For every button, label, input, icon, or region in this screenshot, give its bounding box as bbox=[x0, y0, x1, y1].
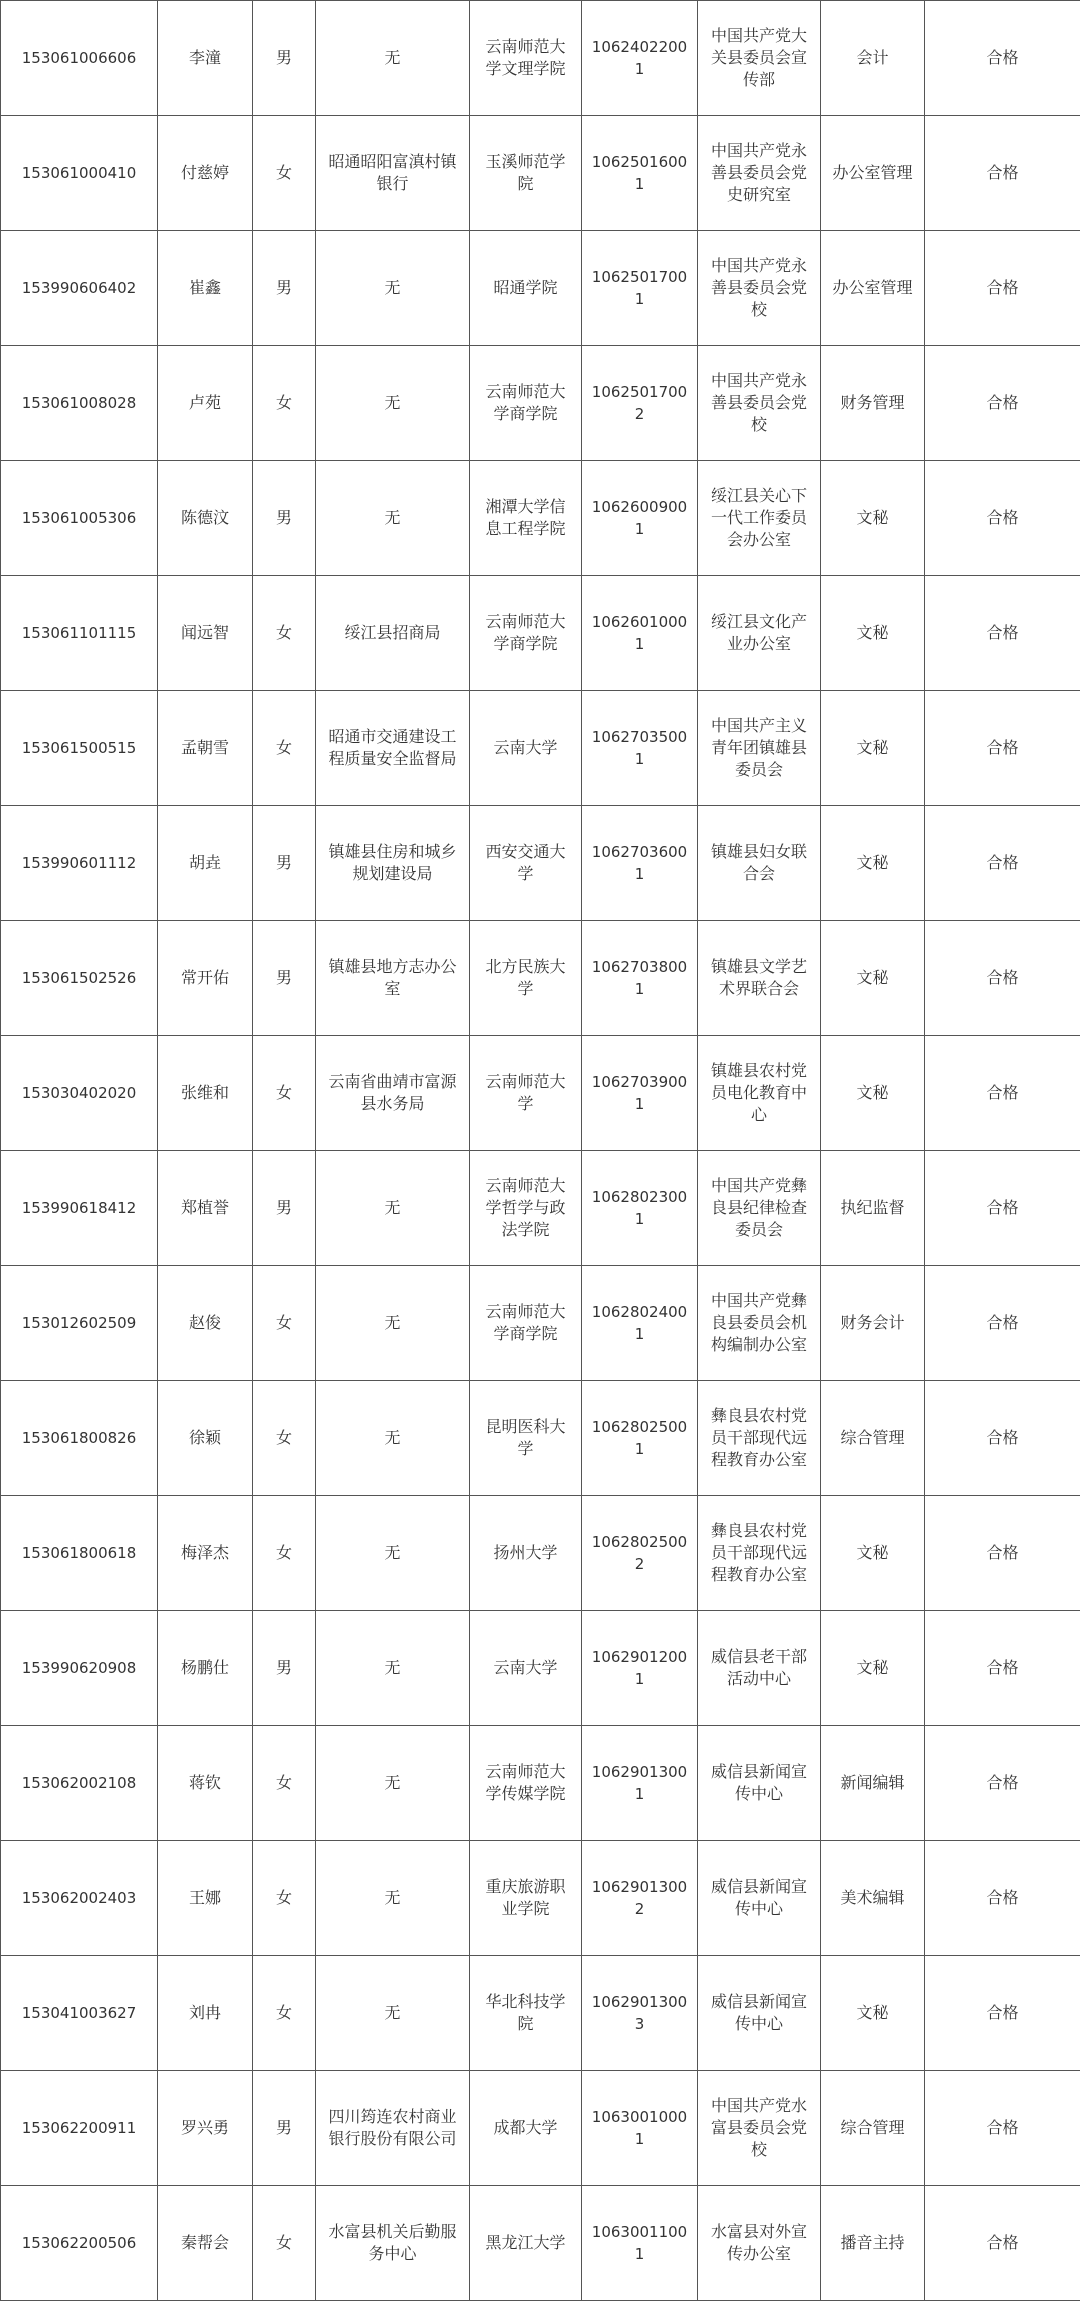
position-code-cell: 10625017002 bbox=[582, 346, 698, 461]
result-cell: 合格 bbox=[925, 1496, 1080, 1611]
employer-cell: 绥江县招商局 bbox=[316, 576, 470, 691]
gender-cell: 女 bbox=[253, 691, 316, 806]
name-cell: 孟朝雪 bbox=[158, 691, 253, 806]
school-cell: 昭通学院 bbox=[470, 231, 582, 346]
position-cell: 文秘 bbox=[821, 576, 925, 691]
table-row bbox=[1, 1956, 1080, 2071]
candidate-id-cell: 153061500515 bbox=[1, 691, 158, 806]
table-row bbox=[1, 116, 1080, 231]
employer-cell: 水富县机关后勤服务中心 bbox=[316, 2186, 470, 2301]
hiring-unit-cell: 中国共产主义青年团镇雄县委员会 bbox=[698, 691, 821, 806]
position-cell: 文秘 bbox=[821, 1956, 925, 2071]
hiring-unit-cell: 中国共产党水富县委员会党校 bbox=[698, 2071, 821, 2186]
result-cell: 合格 bbox=[925, 1726, 1080, 1841]
position-code-cell: 10628025001 bbox=[582, 1381, 698, 1496]
position-cell: 文秘 bbox=[821, 1611, 925, 1726]
school-cell: 北方民族大学 bbox=[470, 921, 582, 1036]
position-cell: 文秘 bbox=[821, 461, 925, 576]
position-code-cell: 10627039001 bbox=[582, 1036, 698, 1151]
gender-cell: 女 bbox=[253, 1036, 316, 1151]
gender-cell: 男 bbox=[253, 231, 316, 346]
position-code-cell: 10630010001 bbox=[582, 2071, 698, 2186]
result-cell: 合格 bbox=[925, 1841, 1080, 1956]
gender-cell: 女 bbox=[253, 1956, 316, 2071]
position-code-cell: 10629012001 bbox=[582, 1611, 698, 1726]
employer-cell: 无 bbox=[316, 1611, 470, 1726]
employer-cell: 昭通昭阳富滇村镇银行 bbox=[316, 116, 470, 231]
school-cell: 云南师范大学商学院 bbox=[470, 576, 582, 691]
position-code-cell: 10627036001 bbox=[582, 806, 698, 921]
employer-cell: 云南省曲靖市富源县水务局 bbox=[316, 1036, 470, 1151]
candidate-id-cell: 153061008028 bbox=[1, 346, 158, 461]
hiring-unit-cell: 镇雄县妇女联合会 bbox=[698, 806, 821, 921]
school-cell: 云南师范大学商学院 bbox=[470, 1266, 582, 1381]
candidate-id-cell: 153062002108 bbox=[1, 1726, 158, 1841]
position-cell: 财务会计 bbox=[821, 1266, 925, 1381]
name-cell: 蒋钦 bbox=[158, 1726, 253, 1841]
candidate-id-cell: 153062200911 bbox=[1, 2071, 158, 2186]
gender-cell: 男 bbox=[253, 1611, 316, 1726]
position-cell: 综合管理 bbox=[821, 2071, 925, 2186]
employer-cell: 无 bbox=[316, 1956, 470, 2071]
employer-cell: 无 bbox=[316, 1841, 470, 1956]
employer-cell: 昭通市交通建设工程质量安全监督局 bbox=[316, 691, 470, 806]
name-cell: 常开佑 bbox=[158, 921, 253, 1036]
employer-cell: 无 bbox=[316, 1266, 470, 1381]
school-cell: 云南大学 bbox=[470, 691, 582, 806]
gender-cell: 女 bbox=[253, 346, 316, 461]
school-cell: 云南师范大学哲学与政法学院 bbox=[470, 1151, 582, 1266]
result-cell: 合格 bbox=[925, 1266, 1080, 1381]
table-row bbox=[1, 346, 1080, 461]
table-row bbox=[1, 1, 1080, 116]
name-cell: 梅泽杰 bbox=[158, 1496, 253, 1611]
gender-cell: 女 bbox=[253, 1726, 316, 1841]
candidate-id-cell: 153990620908 bbox=[1, 1611, 158, 1726]
candidate-id-cell: 153030402020 bbox=[1, 1036, 158, 1151]
hiring-unit-cell: 威信县新闻宣传中心 bbox=[698, 1841, 821, 1956]
result-cell: 合格 bbox=[925, 231, 1080, 346]
employer-cell: 无 bbox=[316, 231, 470, 346]
candidate-id-cell: 153061000410 bbox=[1, 116, 158, 231]
position-code-cell: 10628024001 bbox=[582, 1266, 698, 1381]
gender-cell: 男 bbox=[253, 1151, 316, 1266]
position-code-cell: 10629013002 bbox=[582, 1841, 698, 1956]
hiring-unit-cell: 中国共产党永善县委员会党史研究室 bbox=[698, 116, 821, 231]
table-row bbox=[1, 2186, 1080, 2301]
result-cell: 合格 bbox=[925, 461, 1080, 576]
candidate-id-cell: 153061101115 bbox=[1, 576, 158, 691]
name-cell: 付慈婷 bbox=[158, 116, 253, 231]
position-code-cell: 10628025002 bbox=[582, 1496, 698, 1611]
result-cell: 合格 bbox=[925, 1381, 1080, 1496]
result-cell: 合格 bbox=[925, 1151, 1080, 1266]
position-cell: 执纪监督 bbox=[821, 1151, 925, 1266]
school-cell: 玉溪师范学院 bbox=[470, 116, 582, 231]
position-cell: 会计 bbox=[821, 1, 925, 116]
school-cell: 云南师范大学商学院 bbox=[470, 346, 582, 461]
name-cell: 徐颖 bbox=[158, 1381, 253, 1496]
hiring-unit-cell: 威信县新闻宣传中心 bbox=[698, 1956, 821, 2071]
position-cell: 文秘 bbox=[821, 1496, 925, 1611]
school-cell: 云南师范大学文理学院 bbox=[470, 1, 582, 116]
hiring-unit-cell: 中国共产党永善县委员会党校 bbox=[698, 231, 821, 346]
position-cell: 文秘 bbox=[821, 1036, 925, 1151]
gender-cell: 女 bbox=[253, 116, 316, 231]
result-cell: 合格 bbox=[925, 1611, 1080, 1726]
position-cell: 文秘 bbox=[821, 921, 925, 1036]
position-cell: 综合管理 bbox=[821, 1381, 925, 1496]
employer-cell: 无 bbox=[316, 1381, 470, 1496]
position-cell: 播音主持 bbox=[821, 2186, 925, 2301]
table-row bbox=[1, 1726, 1080, 1841]
position-code-cell: 10627038001 bbox=[582, 921, 698, 1036]
position-cell: 财务管理 bbox=[821, 346, 925, 461]
gender-cell: 女 bbox=[253, 1841, 316, 1956]
candidate-id-cell: 153061502526 bbox=[1, 921, 158, 1036]
result-cell: 合格 bbox=[925, 921, 1080, 1036]
result-cell: 合格 bbox=[925, 2186, 1080, 2301]
candidate-id-cell: 153061005306 bbox=[1, 461, 158, 576]
result-cell: 合格 bbox=[925, 346, 1080, 461]
school-cell: 重庆旅游职业学院 bbox=[470, 1841, 582, 1956]
result-cell: 合格 bbox=[925, 1, 1080, 116]
table-row bbox=[1, 921, 1080, 1036]
candidate-id-cell: 153061800826 bbox=[1, 1381, 158, 1496]
result-cell: 合格 bbox=[925, 806, 1080, 921]
position-cell: 新闻编辑 bbox=[821, 1726, 925, 1841]
hiring-unit-cell: 中国共产党永善县委员会党校 bbox=[698, 346, 821, 461]
gender-cell: 男 bbox=[253, 461, 316, 576]
name-cell: 卢苑 bbox=[158, 346, 253, 461]
table-row bbox=[1, 1266, 1080, 1381]
name-cell: 刘冉 bbox=[158, 1956, 253, 2071]
school-cell: 黑龙江大学 bbox=[470, 2186, 582, 2301]
position-code-cell: 10625017001 bbox=[582, 231, 698, 346]
name-cell: 张维和 bbox=[158, 1036, 253, 1151]
gender-cell: 女 bbox=[253, 1496, 316, 1611]
position-cell: 办公室管理 bbox=[821, 116, 925, 231]
position-code-cell: 10628023001 bbox=[582, 1151, 698, 1266]
hiring-unit-cell: 中国共产党彝良县委员会机构编制办公室 bbox=[698, 1266, 821, 1381]
position-code-cell: 10629013003 bbox=[582, 1956, 698, 2071]
hiring-unit-cell: 威信县新闻宣传中心 bbox=[698, 1726, 821, 1841]
hiring-unit-cell: 绥江县文化产业办公室 bbox=[698, 576, 821, 691]
table-row bbox=[1, 691, 1080, 806]
gender-cell: 女 bbox=[253, 1266, 316, 1381]
table-row bbox=[1, 576, 1080, 691]
gender-cell: 女 bbox=[253, 1381, 316, 1496]
hiring-unit-cell: 镇雄县农村党员电化教育中心 bbox=[698, 1036, 821, 1151]
candidate-id-cell: 153062200506 bbox=[1, 2186, 158, 2301]
gender-cell: 男 bbox=[253, 921, 316, 1036]
position-code-cell: 10625016001 bbox=[582, 116, 698, 231]
candidate-id-cell: 153041003627 bbox=[1, 1956, 158, 2071]
result-cell: 合格 bbox=[925, 2071, 1080, 2186]
result-cell: 合格 bbox=[925, 1036, 1080, 1151]
position-code-cell: 10624022001 bbox=[582, 1, 698, 116]
name-cell: 杨鹏仕 bbox=[158, 1611, 253, 1726]
school-cell: 成都大学 bbox=[470, 2071, 582, 2186]
table-row bbox=[1, 806, 1080, 921]
gender-cell: 女 bbox=[253, 576, 316, 691]
position-cell: 办公室管理 bbox=[821, 231, 925, 346]
table-row bbox=[1, 1381, 1080, 1496]
gender-cell: 男 bbox=[253, 806, 316, 921]
table-row bbox=[1, 461, 1080, 576]
candidate-id-cell: 153062002403 bbox=[1, 1841, 158, 1956]
hiring-unit-cell: 绥江县关心下一代工作委员会办公室 bbox=[698, 461, 821, 576]
employer-cell: 镇雄县地方志办公室 bbox=[316, 921, 470, 1036]
hiring-unit-cell: 水富县对外宣传办公室 bbox=[698, 2186, 821, 2301]
employer-cell: 无 bbox=[316, 461, 470, 576]
result-cell: 合格 bbox=[925, 116, 1080, 231]
position-cell: 文秘 bbox=[821, 691, 925, 806]
gender-cell: 男 bbox=[253, 2071, 316, 2186]
name-cell: 罗兴勇 bbox=[158, 2071, 253, 2186]
hiring-unit-cell: 彝良县农村党员干部现代远程教育办公室 bbox=[698, 1381, 821, 1496]
table-row bbox=[1, 2071, 1080, 2186]
candidate-id-cell: 153012602509 bbox=[1, 1266, 158, 1381]
position-code-cell: 10627035001 bbox=[582, 691, 698, 806]
candidate-id-cell: 153990601112 bbox=[1, 806, 158, 921]
position-code-cell: 10629013001 bbox=[582, 1726, 698, 1841]
name-cell: 陈德汶 bbox=[158, 461, 253, 576]
hiring-unit-cell: 彝良县农村党员干部现代远程教育办公室 bbox=[698, 1496, 821, 1611]
position-cell: 文秘 bbox=[821, 806, 925, 921]
employer-cell: 镇雄县住房和城乡规划建设局 bbox=[316, 806, 470, 921]
hiring-unit-cell: 镇雄县文学艺术界联合会 bbox=[698, 921, 821, 1036]
name-cell: 胡垚 bbox=[158, 806, 253, 921]
name-cell: 闻远智 bbox=[158, 576, 253, 691]
school-cell: 华北科技学院 bbox=[470, 1956, 582, 2071]
position-cell: 美术编辑 bbox=[821, 1841, 925, 1956]
table-row bbox=[1, 1611, 1080, 1726]
name-cell: 李潼 bbox=[158, 1, 253, 116]
school-cell: 湘潭大学信息工程学院 bbox=[470, 461, 582, 576]
employer-cell: 无 bbox=[316, 1151, 470, 1266]
table-row bbox=[1, 1036, 1080, 1151]
candidate-id-cell: 153061006606 bbox=[1, 1, 158, 116]
hiring-unit-cell: 威信县老干部活动中心 bbox=[698, 1611, 821, 1726]
candidate-id-cell: 153061800618 bbox=[1, 1496, 158, 1611]
table-row bbox=[1, 1151, 1080, 1266]
school-cell: 昆明医科大学 bbox=[470, 1381, 582, 1496]
school-cell: 扬州大学 bbox=[470, 1496, 582, 1611]
name-cell: 王娜 bbox=[158, 1841, 253, 1956]
hiring-unit-cell: 中国共产党彝良县纪律检查委员会 bbox=[698, 1151, 821, 1266]
position-code-cell: 10626010001 bbox=[582, 576, 698, 691]
hiring-unit-cell: 中国共产党大关县委员会宣传部 bbox=[698, 1, 821, 116]
gender-cell: 女 bbox=[253, 2186, 316, 2301]
school-cell: 云南大学 bbox=[470, 1611, 582, 1726]
school-cell: 云南师范大学传媒学院 bbox=[470, 1726, 582, 1841]
table-row bbox=[1, 1841, 1080, 1956]
school-cell: 西安交通大学 bbox=[470, 806, 582, 921]
name-cell: 赵俊 bbox=[158, 1266, 253, 1381]
employer-cell: 无 bbox=[316, 1, 470, 116]
position-code-cell: 10626009001 bbox=[582, 461, 698, 576]
employer-cell: 无 bbox=[316, 346, 470, 461]
result-cell: 合格 bbox=[925, 691, 1080, 806]
gender-cell: 男 bbox=[253, 1, 316, 116]
table-body bbox=[1, 1, 1080, 2301]
employer-cell: 无 bbox=[316, 1496, 470, 1611]
result-cell: 合格 bbox=[925, 576, 1080, 691]
candidate-id-cell: 153990618412 bbox=[1, 1151, 158, 1266]
name-cell: 秦帮会 bbox=[158, 2186, 253, 2301]
school-cell: 云南师范大学 bbox=[470, 1036, 582, 1151]
name-cell: 郑植誉 bbox=[158, 1151, 253, 1266]
result-cell: 合格 bbox=[925, 1956, 1080, 2071]
name-cell: 崔鑫 bbox=[158, 231, 253, 346]
candidate-id-cell: 153990606402 bbox=[1, 231, 158, 346]
table-row bbox=[1, 231, 1080, 346]
employer-cell: 四川筠连农村商业银行股份有限公司 bbox=[316, 2071, 470, 2186]
position-code-cell: 10630011001 bbox=[582, 2186, 698, 2301]
table-row bbox=[1, 1496, 1080, 1611]
employer-cell: 无 bbox=[316, 1726, 470, 1841]
